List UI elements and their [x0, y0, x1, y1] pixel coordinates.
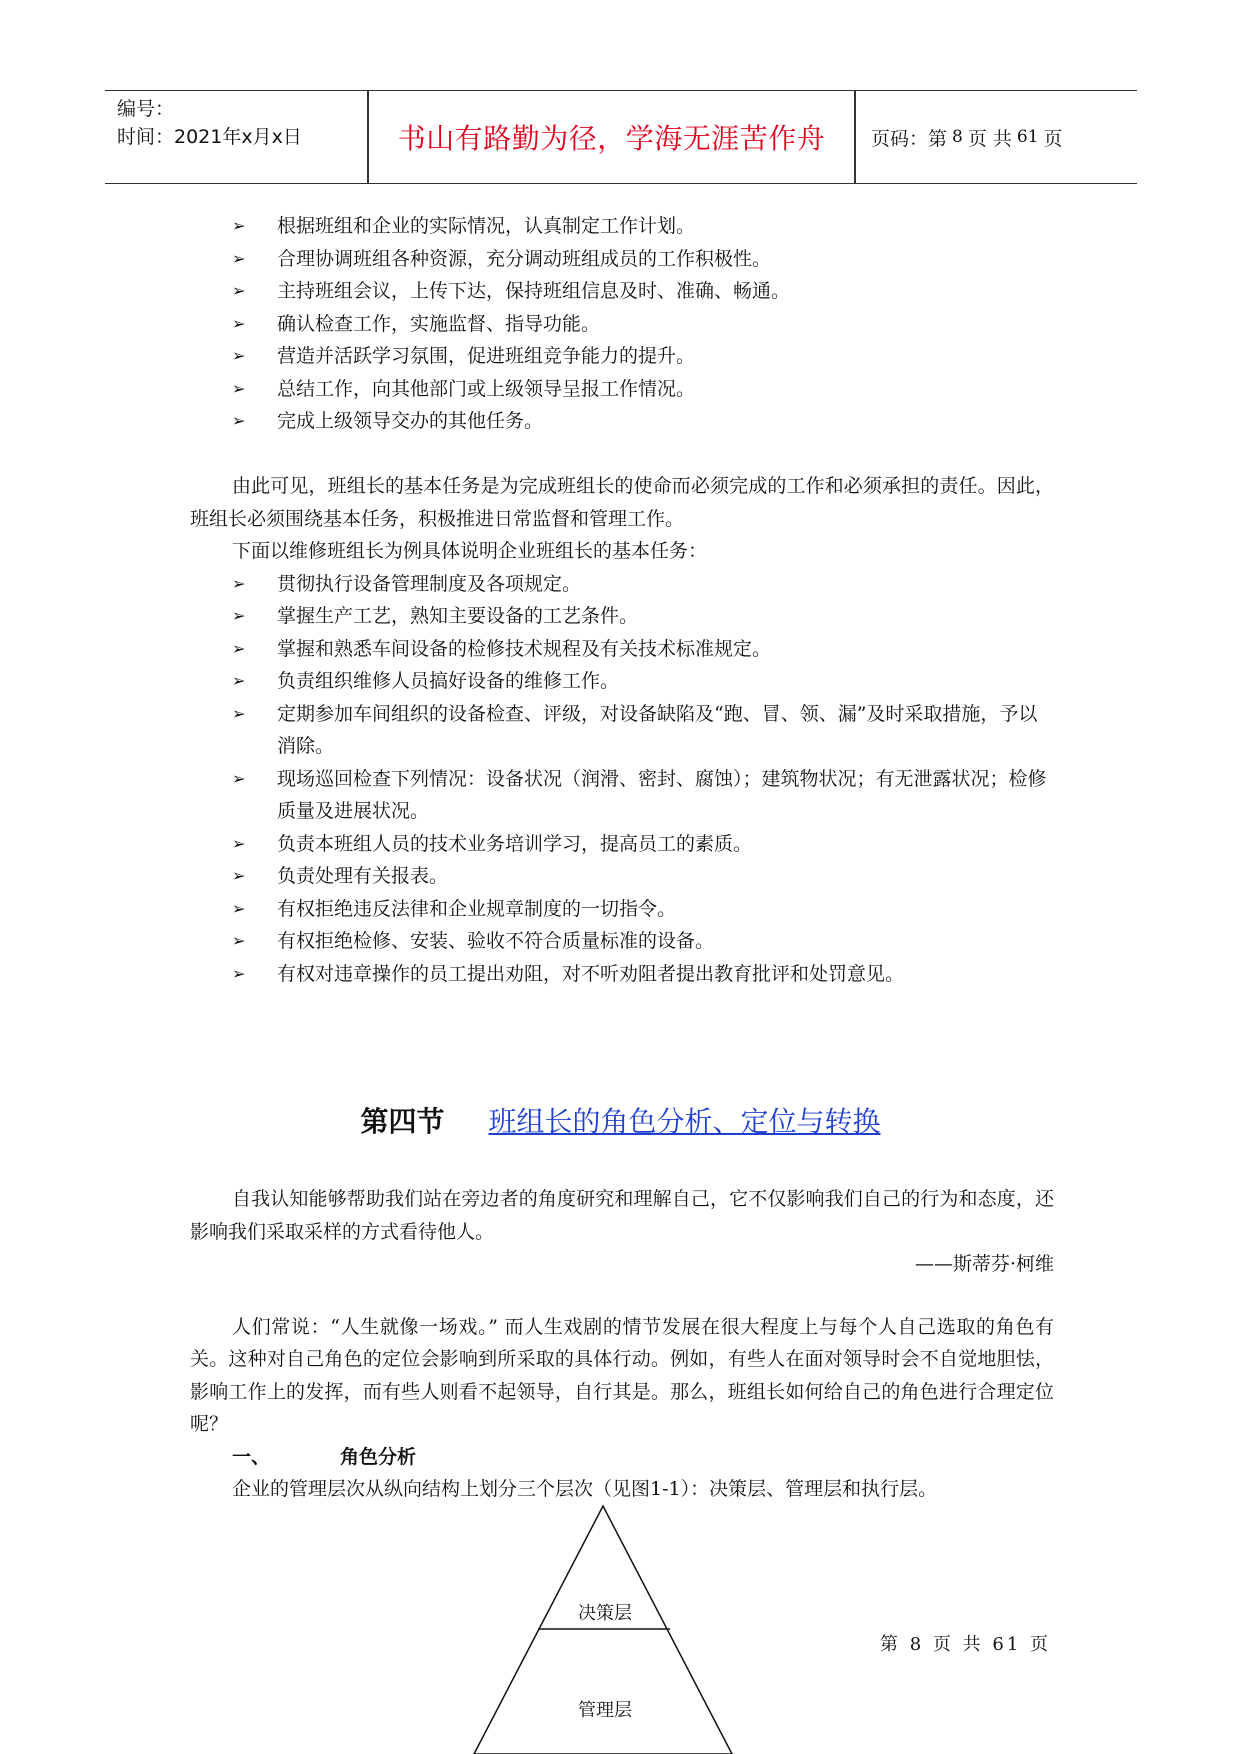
list-item: ➢ 负责处理有关报表。 [190, 860, 1054, 893]
list-item: ➢ 贯彻执行设备管理制度及各项规定。 [190, 568, 1054, 601]
list-item: ➢ 现场巡回检查下列情况：设备状况（润滑、密封、腐蚀）；建筑物状况；有无泄露状况；检修质量及进展状况。 [190, 763, 1054, 828]
list-item: ➢ 根据班组和企业的实际情况，认真制定工作计划。 [190, 210, 1054, 243]
subheading-number: 一、 [232, 1445, 271, 1468]
header-page-suffix: 页 [1043, 127, 1063, 150]
subheading [190, 1441, 1054, 1474]
list-item: ➢ 主持班组会议，上传下达，保持班组信息及时、准确、畅通。 [190, 275, 1054, 308]
task-section [190, 470, 1054, 990]
list-item: ➢ 定期参加车间组织的设备检查、评级，对设备缺陷及“跑、冒、领、漏”及时采取措施，予以消除。 [190, 698, 1054, 763]
header-page-prefix: 页码：第 [871, 127, 948, 150]
arrow-bullet-icon: ➢ [232, 703, 246, 723]
section-title-link[interactable]: 班组长的角色分析、定位与转换 [488, 1105, 881, 1138]
header-motto: 书山有路勤为径，学海无涯苦作舟 [397, 122, 826, 155]
arrow-bullet-icon: ➢ [232, 671, 246, 690]
arrow-bullet-icon: ➢ [232, 833, 246, 853]
list-item: ➢ 有权拒绝检修、安装、验收不符合质量标准的设备。 [190, 925, 1054, 958]
list-item: ➢ 总结工作，向其他部门或上级领导呈报工作情况。 [190, 373, 1054, 406]
list-item: ➢ 营造并活跃学习氛围，促进班组竞争能力的提升。 [190, 340, 1054, 373]
header-meta [117, 95, 302, 151]
list-item: ➢ 确认检查工作，实施监督、指导功能。 [190, 308, 1054, 341]
summary-paragraph: 由此可见，班组长的基本任务是为完成班组长的使命而必须完成的工作和必须承担的责任。因此，班组长必须围绕基本任务，积极推进日常监督和管理工作。 [190, 475, 1054, 530]
management-pyramid [470, 1504, 736, 1754]
list-item: ➢ 掌握和熟悉车间设备的检修技术规程及有关技术标准规定。 [190, 633, 1054, 666]
role-section [190, 1183, 1054, 1506]
arrow-bullet-icon: ➢ [232, 638, 246, 658]
list-item: ➢ 负责本班组人员的技术业务培训学习，提高员工的素质。 [190, 828, 1054, 861]
header-page-info [871, 91, 1063, 183]
hierarchy-paragraph: 企业的管理层次从纵向结构上划分三个层次（见图1-1）：决策层、管理层和执行层。 [232, 1478, 938, 1500]
header-number-label: 编号： [117, 98, 175, 120]
pyramid-mid-label: 管理层 [578, 1700, 632, 1721]
list-item: ➢ 完成上级领导交办的其他任务。 [190, 405, 1054, 438]
header-divider [854, 91, 856, 183]
pyramid-top-label: 决策层 [578, 1603, 632, 1624]
list-item: ➢ 合理协调班组各种资源，充分调动班组成员的工作积极性。 [190, 243, 1054, 276]
list-item: ➢ 负责组织维修人员搞好设备的维修工作。 [190, 665, 1054, 698]
list-item: ➢ 掌握生产工艺，熟知主要设备的工艺条件。 [190, 600, 1054, 633]
task-list [190, 568, 1054, 991]
list-item: ➢ 有权对违章操作的员工提出劝阻，对不听劝阻者提出教育批评和处罚意见。 [190, 958, 1054, 991]
arrow-bullet-icon: ➢ [232, 768, 246, 788]
section-title [0, 1100, 1241, 1140]
arrow-bullet-icon: ➢ [232, 378, 246, 398]
arrow-bullet-icon: ➢ [232, 216, 246, 235]
section-number: 第四节 [360, 1105, 445, 1138]
quote-paragraph: 自我认知能够帮助我们站在旁边者的角度研究和理解自己，它不仅影响我们自己的行为和态度，还影响我们采取采样的方式看待他人。 [190, 1188, 1054, 1243]
quote-author: ——斯蒂芬·柯维 [914, 1253, 1054, 1275]
arrow-bullet-icon: ➢ [232, 898, 246, 918]
header-page-mid: 页 共 [967, 127, 1012, 150]
subheading-title: 角色分析 [340, 1445, 417, 1468]
duty-list [190, 210, 1054, 438]
arrow-bullet-icon: ➢ [232, 931, 246, 950]
header-time-label: 时间：2021年x月x日 [117, 126, 302, 148]
arrow-bullet-icon: ➢ [232, 866, 246, 885]
intro-paragraph: 下面以维修班组长为例具体说明企业班组长的基本任务： [232, 540, 708, 562]
header-page-current: 8 [952, 127, 963, 147]
arrow-bullet-icon: ➢ [232, 606, 246, 625]
arrow-bullet-icon: ➢ [232, 573, 246, 593]
arrow-bullet-icon: ➢ [232, 313, 246, 333]
arrow-bullet-icon: ➢ [232, 346, 246, 365]
header-page-total: 61 [1016, 127, 1039, 147]
duty-list-section [190, 210, 1054, 438]
list-item: ➢ 有权拒绝违反法律和企业规章制度的一切指令。 [190, 893, 1054, 926]
role-paragraph: 人们常说：“人生就像一场戏。” 而人生戏剧的情节发展在很大程度上与每个人自己选取的角色有关。这种对自己角色的定位会影响到所采取的具体行动。例如，有些人在面对领导时会不自觉地胆怯，影响工作上的发挥，而有些人则看不起领导，自行其是。那么，班组长如何给自己的角色进行合理定位呢？ [190, 1315, 1054, 1435]
arrow-bullet-icon: ➢ [232, 281, 246, 300]
page-header [105, 90, 1137, 184]
arrow-bullet-icon: ➢ [232, 411, 246, 430]
arrow-bullet-icon: ➢ [232, 248, 246, 268]
page-footer: 第 8 页 共 61 页 [880, 1634, 1051, 1655]
arrow-bullet-icon: ➢ [232, 963, 246, 983]
